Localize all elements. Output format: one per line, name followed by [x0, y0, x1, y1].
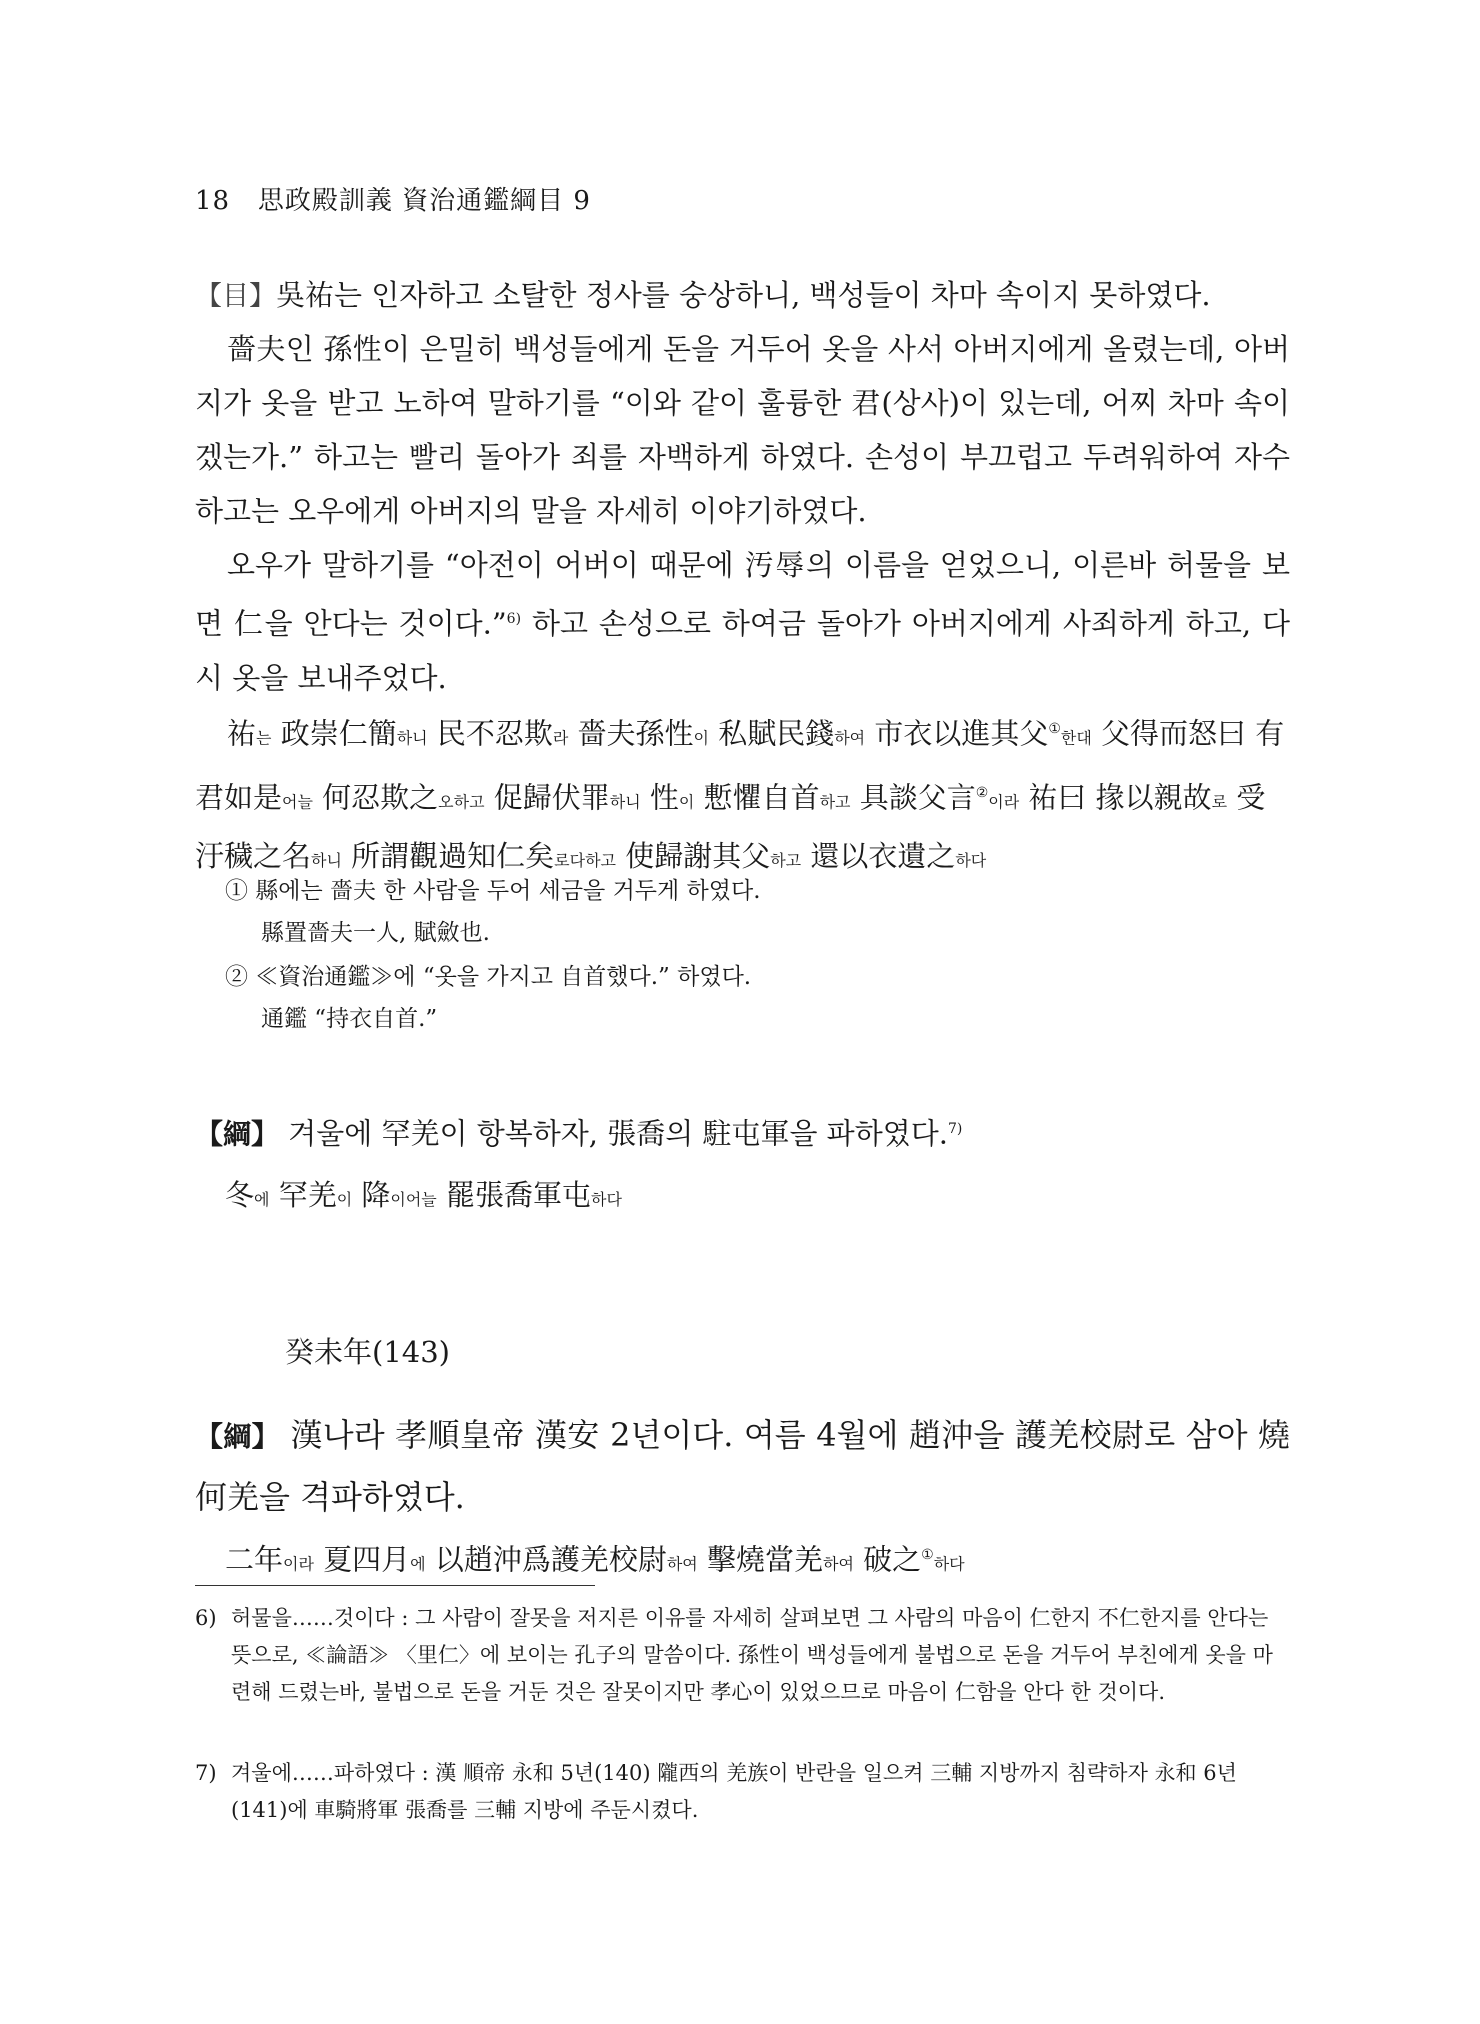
mok-tag: 【目】 — [195, 281, 276, 312]
note-1-hanja: 縣置嗇夫一人, 賦斂也. — [261, 920, 490, 946]
note-ref-3[interactable]: ① — [921, 1547, 934, 1563]
gang-tag-2: 【綱】 — [195, 1420, 280, 1453]
mok-line: 吳祐는 인자하고 소탈한 정사를 숭상하니, 백성들이 차마 속이지 못하였다. — [276, 278, 1211, 312]
classical-text-2: 冬에 罕羌이 降이어늘 罷張喬軍屯하다 — [225, 1178, 622, 1212]
book-title: 思政殿訓義 資治通鑑綱目 9 — [257, 186, 591, 216]
note-ref-1[interactable]: ① — [1048, 721, 1061, 737]
footnote-7 — [195, 1755, 1290, 1829]
mok-heading — [195, 268, 1290, 324]
gang-heading-2 — [195, 1405, 1290, 1527]
footnote-ref-7[interactable]: 7) — [947, 1121, 963, 1137]
classical-text-1: 祐는 政崇仁簡하니 民不忍欺라 嗇夫孫性이 私賦民錢하여 市衣以進其父①한대 父得而怒曰 有君如是어늘 何忍欺之오하고 促歸伏罪하니 性이 慙懼自首하고 具談父言②이라 祐曰 掾以親故로 受汙穢之名하니 所謂觀過知仁矣로다하고 使歸謝其父하고 還以衣遺之하다 — [195, 716, 1285, 874]
note-2-hanja: 通鑑 “持衣自首.” — [261, 1006, 438, 1032]
gang-heading-1 — [195, 1102, 1290, 1162]
footnote-7-number: 7) — [195, 1761, 217, 1785]
translation-paragraph-1: 嗇夫인 孫性이 은밀히 백성들에게 돈을 거두어 옷을 사서 아버지에게 올렸는데, 아버지가 옷을 받고 노하여 말하기를 “이와 같이 훌륭한 君(상사)이 있는데, 어찌 차마 속이겠는가.” 하고는 빨리 돌아가 죄를 자백하게 하였다. 손성이 부끄럽고 두려워하여 자수하고는 오우에게 아버지의 말을 자세히 이야기하였다. — [195, 332, 1290, 528]
note-1-text: ① 縣에는 嗇夫 한 사람을 두어 세금을 거두게 하였다. — [225, 878, 761, 904]
gang-tag: 【綱】 — [195, 1117, 280, 1151]
running-header — [195, 180, 591, 217]
footnote-6 — [195, 1600, 1290, 1711]
note-1 — [225, 870, 1285, 954]
note-2 — [225, 956, 1285, 1040]
page-number: 18 — [195, 186, 231, 216]
footnote-6-text: 허물을……것이다 : 그 사람이 잘못을 저지른 이유를 자세히 살펴보면 그 사람의 마음이 仁한지 不仁한지를 안다는 뜻으로, ≪論語≫ 〈里仁〉에 보이는 孔子의 말씀이다. 孫性이 백성들에게 불법으로 돈을 거두어 부친에게 옷을 마련해 드렸는바, 불법으로 돈을 거둔 것은 잘못이지만 孝心이 있었으므로 마음이 仁함을 안다 한 것이다. — [231, 1606, 1273, 1704]
gang-text: 겨울에 罕羌이 항복하자, 張喬의 駐屯軍을 파하였다. — [279, 1116, 948, 1151]
year-heading: 癸未年(143) — [285, 1335, 450, 1369]
footnote-divider — [195, 1585, 595, 1586]
footnote-ref-6[interactable]: 6) — [506, 611, 522, 627]
para2-before: 오우가 말하기를 “아전이 어버이 때문에 汚辱의 이름을 얻었으니, 이른바 허물을 보면 仁을 안다는 것이다.” — [195, 548, 1290, 641]
classical-text-3: 二年이라 夏四月에 以趙沖爲護羌校尉하여 擊燒當羌하여 破之①하다 — [225, 1542, 965, 1577]
footnote-6-number: 6) — [195, 1606, 217, 1630]
note-ref-2[interactable]: ② — [975, 784, 989, 801]
gang-text-2: 漢나라 孝順皇帝 漢安 2년이다. 여름 4월에 趙沖을 護羌校尉로 삼아 燒何羌을 격파하였다. — [195, 1416, 1290, 1516]
translation-paragraph-2 — [195, 538, 1290, 705]
note-2-text: ② ≪資治通鑑≫에 “옷을 가지고 自首했다.” 하였다. — [225, 964, 752, 990]
para2-after: 하고 손성으로 하여금 돌아가 아버지에게 사죄하게 하고, 다시 옷을 보내주었다. — [195, 606, 1290, 695]
footnote-7-text: 겨울에……파하였다 : 漢 順帝 永和 5년(140) 隴西의 羌族이 반란을 일으켜 三輔 지방까지 침략하자 永和 6년(141)에 車騎將軍 張喬를 三輔 지방에 주둔시켰다. — [231, 1761, 1237, 1822]
